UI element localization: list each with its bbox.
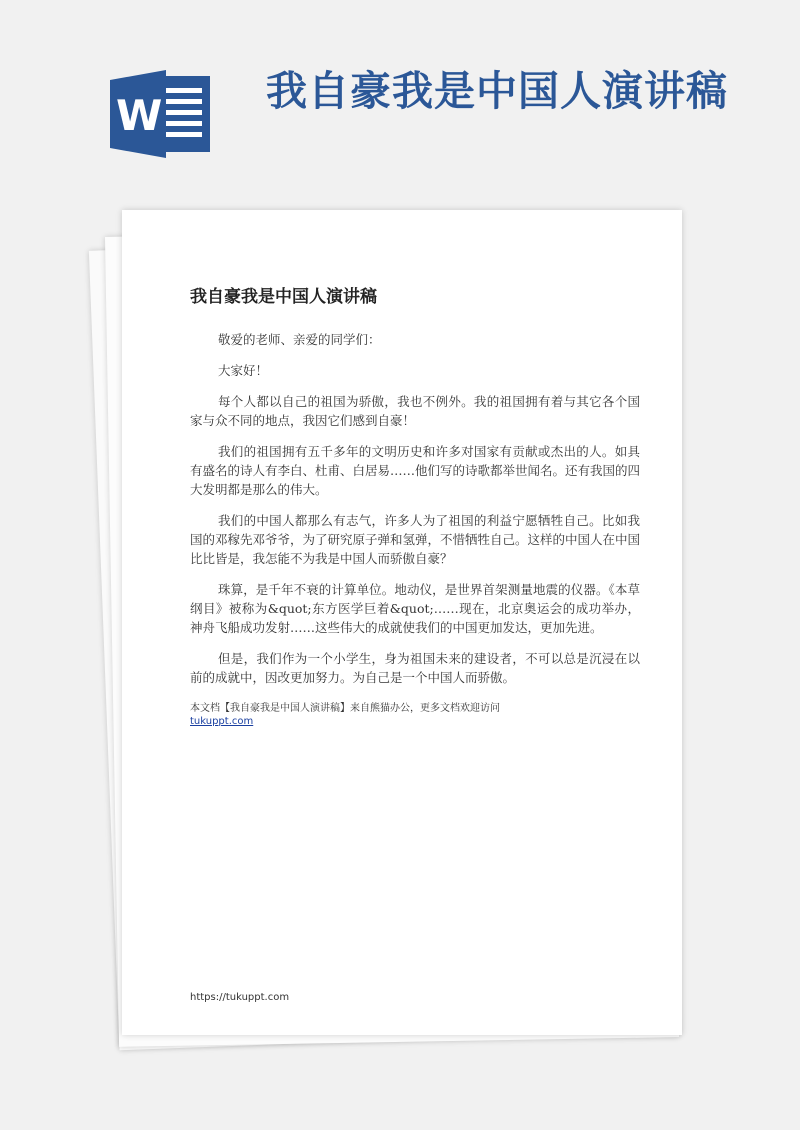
paragraph: 我们的中国人都那么有志气，许多人为了祖国的利益宁愿牺牲自己。比如我国的邓稼先邓爷爷，为了研究原子弹和氢弹，不惜牺牲自己。这样的中国人在中国比比皆是，我怎能不为我是中国人而骄傲自豪？ bbox=[190, 513, 641, 566]
page-title: 我自豪我是中国人演讲稿 bbox=[266, 67, 728, 115]
paragraph-greeting: 大家好！ bbox=[218, 363, 269, 378]
document-title: 我自豪我是中国人演讲稿 bbox=[190, 287, 377, 307]
word-icon bbox=[110, 70, 214, 158]
word-icon-letter: W bbox=[116, 91, 163, 140]
document-page bbox=[122, 210, 682, 1035]
paragraph: 每个人都以自己的祖国为骄傲，我也不例外。我的祖国拥有着与其它各个国家与众不同的地点，我因它们感到自豪！ bbox=[190, 394, 640, 428]
paragraph-salutation: 敬爱的老师、亲爱的同学们： bbox=[218, 332, 381, 347]
source-note: 本文档【我自豪我是中国人演讲稿】来自熊猫办公，更多文档欢迎访问 bbox=[190, 703, 500, 714]
source-link[interactable]: tukuppt.com bbox=[190, 716, 254, 727]
paragraph: 我们的祖国拥有五千多年的文明历史和许多对国家有贡献或杰出的人。如具有盛名的诗人有李白、杜甫、白居易……他们写的诗歌都举世闻名。还有我国的四大发明都是那么的伟大。 bbox=[190, 444, 641, 497]
paragraph: 但是，我们作为一个小学生，身为祖国未来的建设者，不可以总是沉浸在以前的成就中，因改更加努力。为自己是一个中国人而骄傲。 bbox=[190, 651, 640, 685]
page-footer-url: https://tukuppt.com bbox=[190, 992, 290, 1003]
paragraph: 珠算，是千年不衰的计算单位。地动仪，是世界首架测量地震的仪器。《本草纲目》被称为&quot;东方医学巨着&quot;……现在，北京奥运会的成功举办，神舟飞船成功发射……这些伟大的成就使我们的中国更加发达，更加先进。 bbox=[190, 582, 640, 635]
document-body bbox=[190, 330, 640, 727]
